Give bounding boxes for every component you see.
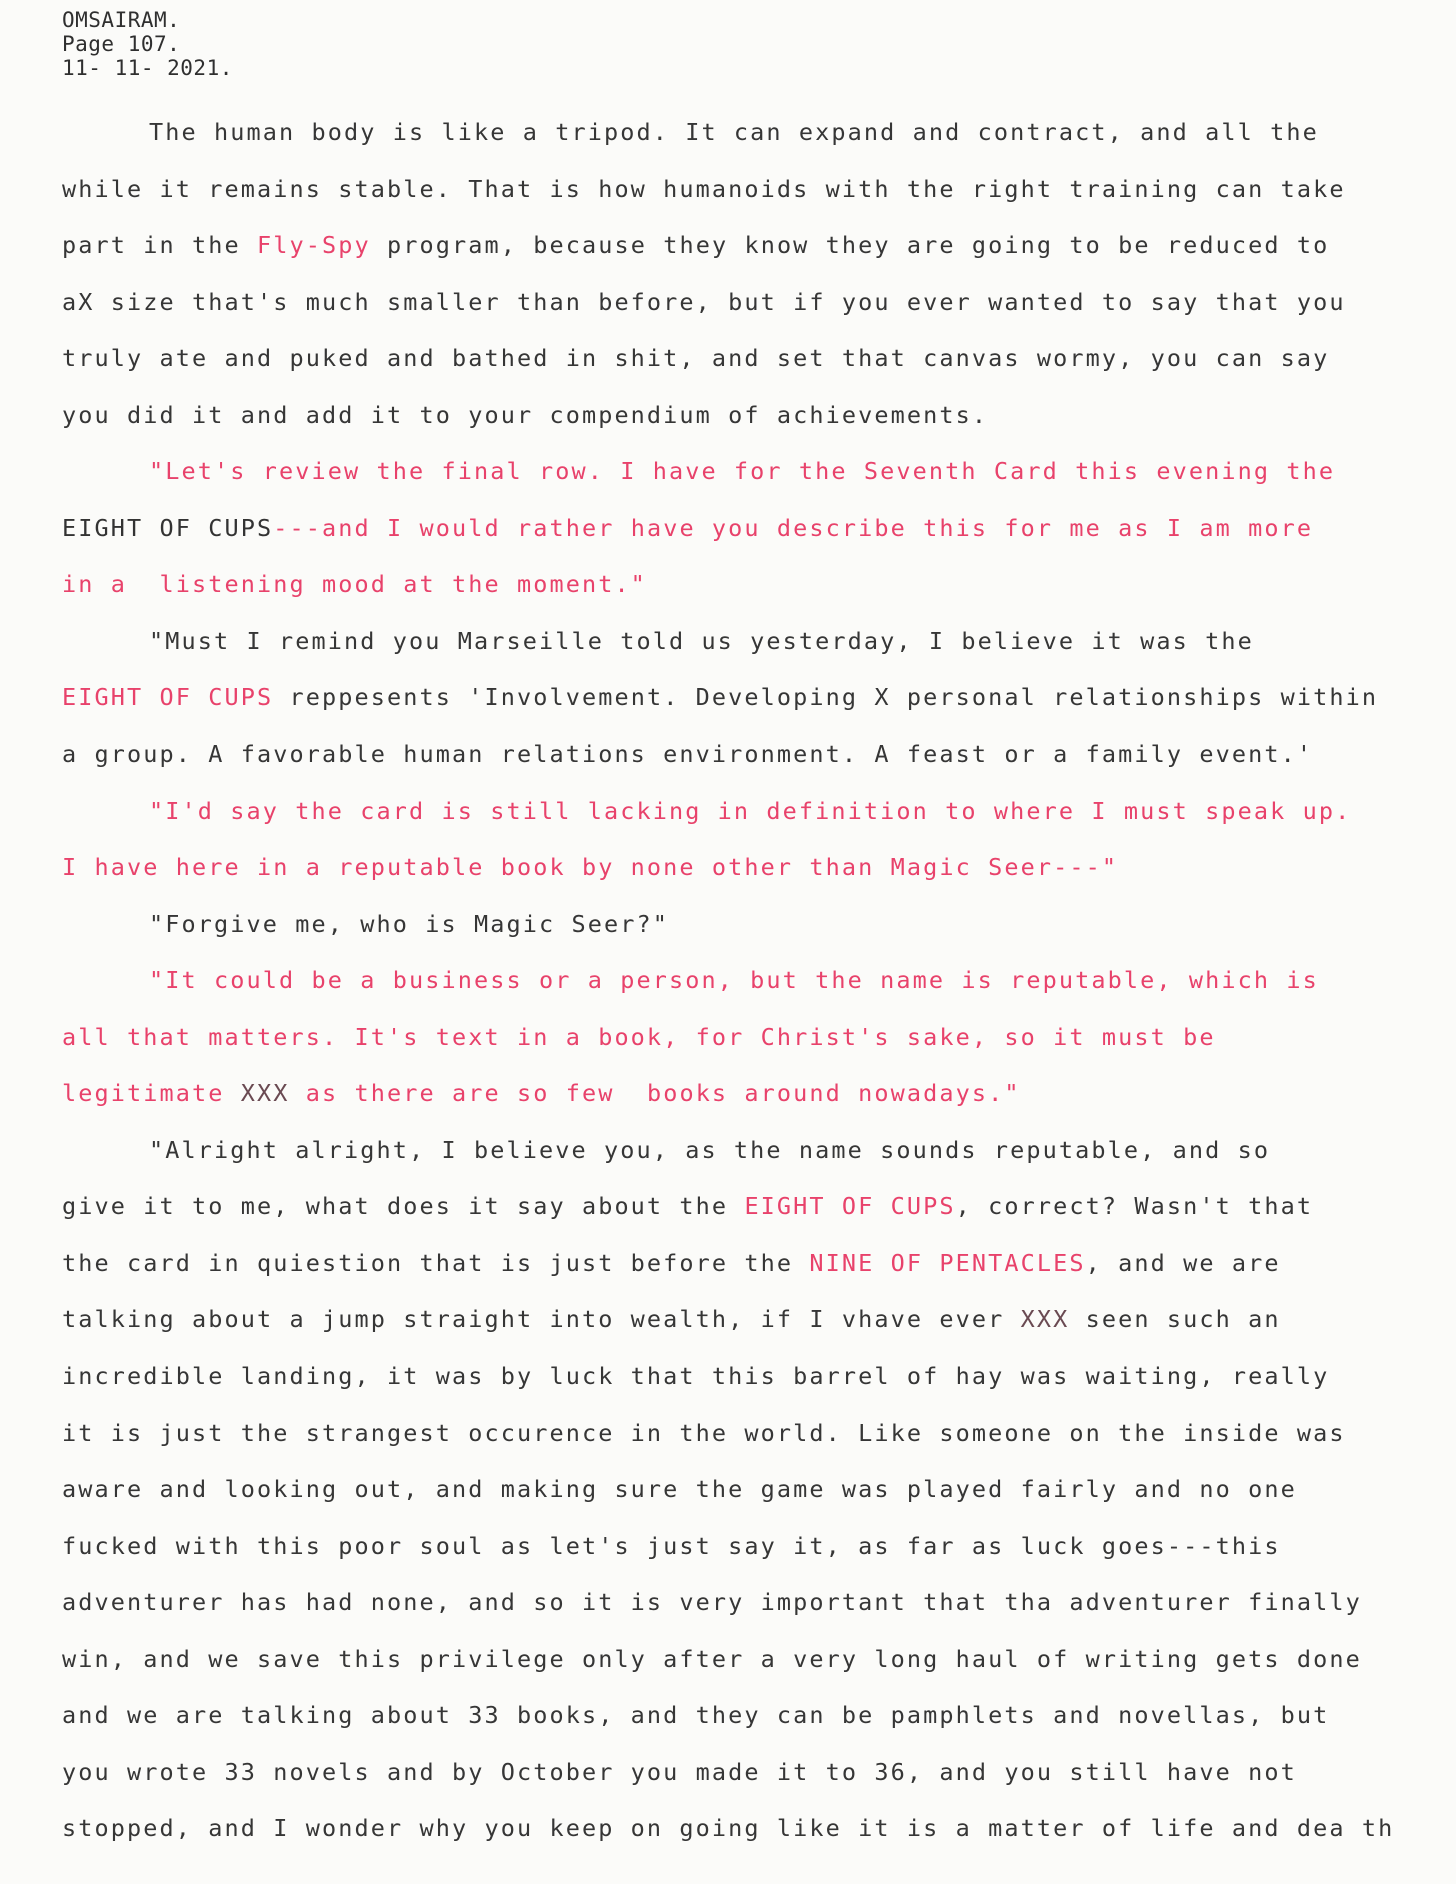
black-ink-text: , correct? Wasn't that: [955, 1192, 1314, 1221]
red-ink-text: legitimate: [62, 1079, 241, 1108]
text-line: [62, 1022, 1456, 1079]
text-line: [62, 1644, 1456, 1701]
red-ink-text: EIGHT OF CUPS: [744, 1192, 956, 1221]
black-ink-text: the card in quiestion that is just before the: [62, 1248, 810, 1277]
black-ink-text: while it remains stable. That is how humanoids with the right training can take: [62, 174, 1346, 203]
red-ink-text: Fly-Spy: [256, 231, 371, 260]
struck-out-text: XXX: [1020, 1305, 1070, 1334]
text-line: [62, 1418, 1456, 1475]
red-ink-text: all that matters. It's text in a book, for Christ's sake, so it must be: [62, 1022, 1216, 1051]
text-line: [62, 1474, 1456, 1531]
black-ink-text: "Must I remind you Marseille told us yesterday, I believe it was the: [149, 626, 1254, 655]
text-line: [62, 1757, 1456, 1814]
black-ink-text: part in the: [62, 231, 257, 260]
black-ink-text: you did it and add it to your compendium of achievements.: [62, 400, 989, 429]
black-ink-text: give it to me, what does it say about the: [62, 1192, 745, 1221]
body-text: [62, 117, 1456, 1870]
black-ink-text: "Alright alright, I believe you, as the name sounds reputable, and so: [149, 1135, 1271, 1164]
black-ink-text: talking about a jump straight into wealth, if I vhave ever: [62, 1305, 1021, 1334]
black-ink-text: program, because they know they are going to be reduced to: [370, 231, 1330, 260]
text-line: [62, 1191, 1456, 1248]
header-date: 11- 11- 2021.: [62, 56, 233, 80]
black-ink-text: win, and we save this privilege only after a very long haul of writing gets done: [62, 1644, 1362, 1673]
text-line: [62, 1700, 1456, 1757]
text-line: [62, 117, 1456, 174]
text-line: [62, 909, 1456, 966]
text-line: [62, 965, 1456, 1022]
red-ink-text: "Let's review the final row. I have for the Seventh Card this evening the: [149, 457, 1336, 486]
text-line: [62, 796, 1456, 853]
black-ink-text: fucked with this poor soul as let's just say it, as far as luck goes---this: [62, 1531, 1281, 1560]
text-line: [62, 230, 1456, 287]
red-ink-text: I have here in a reputable book by none other than Magic Seer---": [62, 853, 1119, 882]
text-line: [62, 739, 1456, 796]
text-line: [62, 456, 1456, 513]
text-line: [62, 343, 1456, 400]
text-line: [62, 1304, 1456, 1361]
text-line: [62, 174, 1456, 231]
black-ink-text: seen such an: [1069, 1305, 1281, 1334]
text-line: [62, 400, 1456, 457]
black-ink-text: incredible landing, it was by luck that this barrel of hay was waiting, really: [62, 1362, 1330, 1391]
text-line: [62, 1135, 1456, 1192]
text-line: [62, 852, 1456, 909]
red-ink-text: ---and I would rather have you describe this for me as I am more: [273, 513, 1314, 542]
black-ink-text: it is just the strangest occurence in the world. Like someone on the inside was: [62, 1418, 1346, 1447]
red-ink-text: in a listening mood at the moment.": [62, 570, 647, 599]
black-ink-text: reppesents 'Involvement. Developing X personal relationships within: [273, 683, 1379, 712]
black-ink-text: you wrote 33 novels and by October you made it to 36, and you still have not: [62, 1757, 1297, 1786]
header-omsairam: OMSAIRAM.: [62, 8, 181, 32]
red-ink-text: NINE OF PENTACLES: [809, 1248, 1086, 1277]
black-ink-text: The human body is like a tripod. It can expand and contract, and all the: [149, 118, 1319, 146]
text-line: [62, 1531, 1456, 1588]
black-ink-text: a group. A favorable human relations environment. A feast or a family event.': [62, 740, 1314, 769]
text-line: [62, 287, 1456, 344]
black-ink-text: and we are talking about 33 books, and they can be pamphlets and novellas, but: [62, 1701, 1330, 1730]
page-header: [62, 8, 233, 80]
text-line: [62, 1361, 1456, 1418]
header-page-number: Page 107.: [62, 32, 181, 56]
black-ink-text: , and we are: [1085, 1248, 1281, 1277]
black-ink-text: aX size that's much smaller than before, but if you ever wanted to say that you: [62, 287, 1346, 316]
struck-out-text: XXX: [240, 1079, 290, 1108]
black-ink-text: truly ate and puked and bathed in shit, and set that canvas wormy, you can say: [62, 344, 1330, 373]
text-line: [62, 626, 1456, 683]
red-ink-text: EIGHT OF CUPS: [62, 683, 274, 712]
black-ink-text: EIGHT OF CUPS: [62, 513, 274, 542]
text-line: [62, 513, 1456, 570]
text-line: [62, 569, 1456, 626]
text-line: [62, 1248, 1456, 1305]
black-ink-text: adventurer has had none, and so it is very important that tha adventurer finally: [62, 1588, 1362, 1617]
black-ink-text: "Forgive me, who is Magic Seer?": [149, 909, 669, 938]
red-ink-text: as there are so few books around nowadays.": [289, 1079, 1021, 1108]
red-ink-text: "It could be a business or a person, but the name is reputable, which is: [149, 966, 1319, 995]
black-ink-text: aware and looking out, and making sure the game was played fairly and no one: [62, 1475, 1297, 1504]
red-ink-text: "I'd say the card is still lacking in definition to where I must speak up.: [149, 796, 1352, 825]
black-ink-text: stopped, and I wonder why you keep on going like it is a matter of life and dea th: [62, 1814, 1395, 1843]
text-line: [62, 1078, 1456, 1135]
text-line: [62, 682, 1456, 739]
text-line: [62, 1813, 1456, 1870]
text-line: [62, 1587, 1456, 1644]
